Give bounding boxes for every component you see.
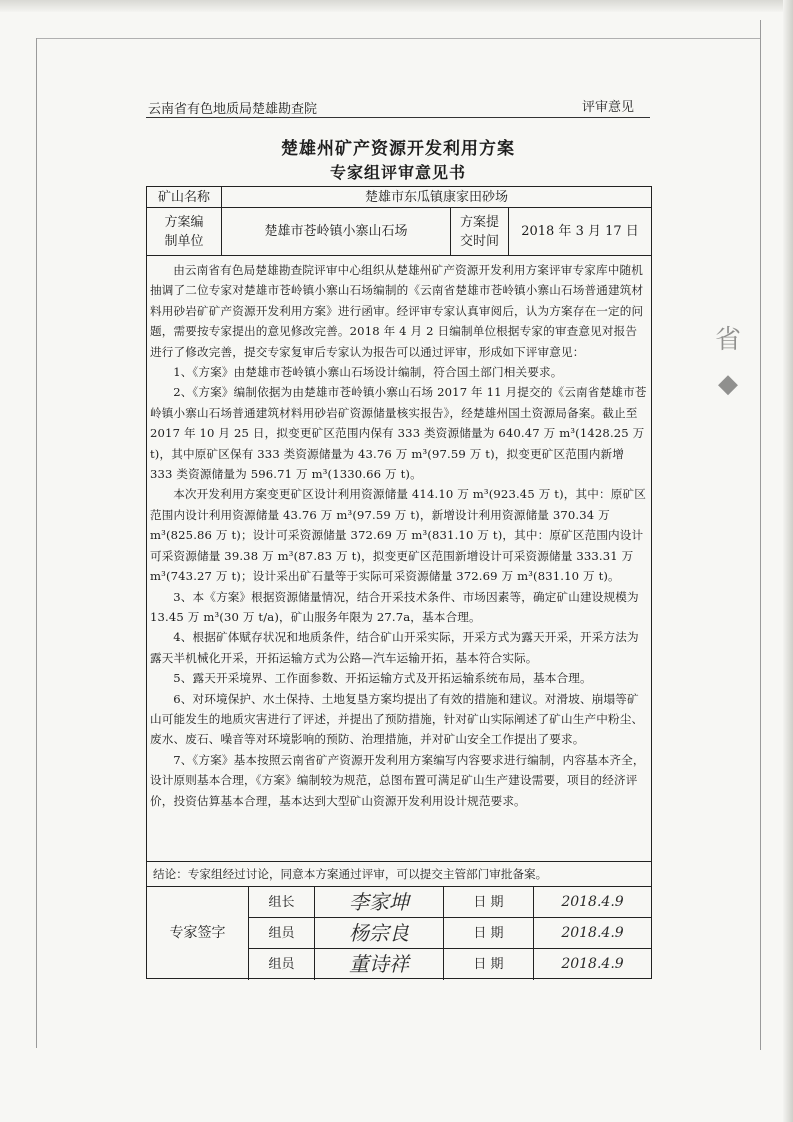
header-doc-type: 评审意见: [582, 100, 635, 115]
body-item-5: 5、露天开采境界、工作面参数、开拓运输方式及开拓运输系统布局，基本合理。: [173, 671, 592, 686]
sig-date-label-2: 日 期: [473, 925, 504, 941]
sig-role-1: 组长: [268, 894, 295, 910]
sig-date-1: 2018.4.9: [561, 893, 624, 910]
submit-value: 2018 年 3 月 17 日: [521, 224, 639, 239]
submit-label-line1: 方案提: [459, 214, 499, 230]
sig-date-label-3: 日 期: [473, 956, 504, 972]
sig-role-3: 组员: [268, 956, 295, 972]
body-item-1: 1、《方案》由楚雄市苍岭镇小寨山石场设计编制，符合国土部门相关要求。: [173, 365, 563, 380]
sig-name-3: 董诗祥: [349, 951, 409, 976]
page-frame-left: [36, 38, 37, 1048]
author-label-line1: 方案编: [164, 214, 204, 230]
mine-name-label: 矿山名称: [157, 189, 210, 205]
submit-label-line2: 交时间: [459, 233, 499, 249]
sig-date-2: 2018.4.9: [561, 924, 624, 941]
sig-name-1: 李家坤: [349, 889, 409, 914]
scan-edge-top: [0, 0, 793, 12]
doc-subtitle: 专家组评审意见书: [329, 163, 466, 182]
body-intro: 由云南省有色局楚雄勘查院评审中心组织从楚雄州矿产资源开发利用方案评审专家库中随机抽调了二位专家对楚雄市苍岭镇小寨山石场编制的《云南省楚雄市苍岭镇小寨山石场普通建筑材料用砂岩矿矿产资源开发利用方案》进行函审。经评审专家认真审阅后，认为方案存在一定的问题，需要按专家提出的意见修改完善。2018 年 4 月 2 日编制单位根据专家的审查意见对报告进行了修改完善，提交专家复审后专家认为报告可以通过评审，形成如下评审意见：: [150, 263, 644, 359]
body-item-2b: 本次开发利用方案变更矿区设计利用资源储量 414.10 万 m³(923.45 万 t)，其中：原矿区范围内设计利用资源储量 43.76 万 m³(97.59 万 t)，新增设计利用资源储量 370.34 万 m³(825.86 万 t)；设计可采资源储量 372.69 万 m³(831.10 万 t)，其中：原矿区范围内设计可采资源储量 39.38 万 m³(87.83 万 t)，拟变更矿区范围新增设计可采资源储量 333.31 万 m³(743.27 万 t)；设计采出矿石量等于实际可采资源储量 372.69 万 m³(831.10 万 t)。: [150, 487, 646, 584]
mine-name-value: 楚雄市东瓜镇康家田砂场: [364, 189, 508, 205]
body-item-3: 3、本《方案》根据资源储量情况，结合开采技术条件、市场因素等，确定矿山建设规模为 13.45 万 m³(30 万 t/a)，矿山服务年限为 27.7a，基本合理。: [150, 589, 639, 624]
row-rule-2: [147, 255, 651, 256]
body-item-2: 2、《方案》编制依据为由楚雄市苍岭镇小寨山石场 2017 年 11 月提交的《云南省楚雄市苍岭镇小寨山石场普通建筑材料用砂岩矿资源储量核实报告》，经楚雄州国土资源局备案。截止至 2017 年 10 月 25 日，拟变更矿区范围内保有 333 类资源储量为 640.47 万 m³(1428.25 万 t)，其中原矿区保有 333 类资源储量为 43.76 万 m³(97.59 万 t)，拟变更矿区范围内新增 333 类资源储量为 596.71 万 m³(1330.66 万 t)。: [150, 385, 647, 482]
seal-stamp-fragment: 省 ◆: [714, 325, 741, 399]
sig-name-2: 杨宗良: [349, 920, 409, 945]
signature-section-label: 专家签字: [169, 925, 226, 941]
sig-date-3: 2018.4.9: [561, 955, 624, 972]
body-item-6: 6、对环境保护、水土保持、土地复垦方案均提出了有效的措施和建议。对滑坡、崩塌等矿山可能发生的地质灾害进行了评述，并提出了预防措施，针对矿山实际阐述了矿山生产中粉尘、废水、废石、噪音等对环境影响的预防、治理措施，并对矿山安全工作提出了要求。: [150, 691, 644, 747]
conclusion: 结论：专家组经过讨论，同意本方案通过评审，可以提交主管部门审批备案。: [153, 866, 548, 881]
body-item-4: 4、根据矿体赋存状况和地质条件，结合矿山开采实际，开采方式为露天开采，开采方法为露天半机械化开采，开拓运输方式为公路—汽车运输开拓，基本符合实际。: [150, 630, 639, 665]
doc-title: 楚雄州矿产资源开发利用方案: [281, 139, 515, 159]
author-value: 楚雄市苍岭镇小寨山石场: [264, 224, 408, 239]
review-body: [150, 260, 648, 811]
sig-date-label-1: 日 期: [473, 894, 504, 910]
body-item-7: 7、《方案》基本按照云南省矿产资源开发利用方案编写内容要求进行编制，内容基本齐全，设计原则基本合理，《方案》编制较为规范，总图布置可满足矿山生产建设需要，项目的经济评价，投资估算基本合理，基本达到大型矿山资源开发利用设计规范要求。: [150, 752, 645, 808]
page-frame-right: [760, 20, 761, 1050]
author-label: [147, 208, 221, 255]
scan-edge-right: [783, 0, 793, 1122]
author-label-line2: 制单位: [164, 233, 204, 249]
submit-label: [451, 208, 508, 255]
header-rule: [146, 117, 650, 118]
sig-role-2: 组员: [268, 925, 295, 941]
page-frame-top: [36, 38, 760, 39]
header-org: 云南省有色地质局楚雄勘查院: [148, 102, 318, 117]
